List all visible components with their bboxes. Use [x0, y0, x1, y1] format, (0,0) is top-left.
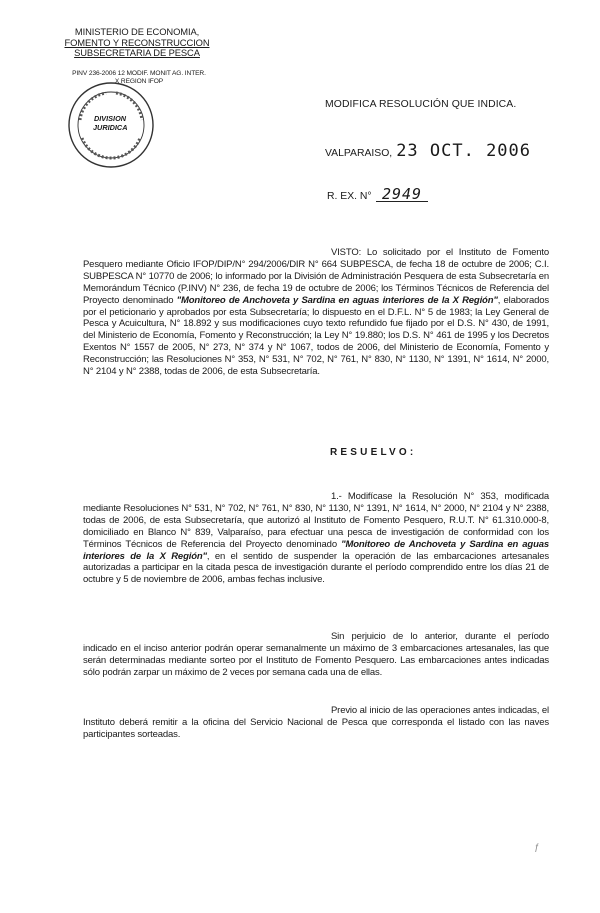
- file-reference-line1: PINV 236-2006 12 MODIF. MONIT AG. INTER.: [72, 70, 206, 77]
- initials-mark: ƒ: [534, 842, 540, 852]
- stamp-line1: DIVISION: [93, 114, 127, 123]
- project-title-2: "Monitoreo de Anchoveta y Sardina en aguas interiores de la X Región": [83, 538, 549, 562]
- resolution-value: 2949: [376, 187, 428, 202]
- article-one-text-cont: , en el sentido de suspender la operación de las embarcaciones artesanales autorizadas a participar en la citada pesca de investigación durante el período comprendido entre los días 21 de octubre y 5 de noviembre de 2006, ambas fechas inclusive.: [83, 550, 549, 586]
- place-name: VALPARAISO,: [325, 148, 393, 159]
- ministry-name-cont: FOMENTO Y RECONSTRUCCION: [64, 36, 210, 48]
- stamp-line2: JURIDICA: [93, 123, 128, 132]
- date-stamp: 23 OCT. 2006: [396, 141, 532, 161]
- file-reference-line2: X REGION IFOP: [114, 77, 164, 85]
- resolution-number: [327, 186, 428, 204]
- place-date: [325, 141, 531, 161]
- undersecretariat-name: SUBSECRETARIA DE PESCA: [74, 47, 200, 58]
- letterhead: [62, 27, 212, 59]
- visto-text: VISTO: Lo solicitado por el Instituto de Fomento Pesquero mediante Oficio IFOP/DIP/N° 294/2006/DIR N° 664 SUBPESCA, de fecha 18 de octubre de 2006; C.I. SUBPESCA N° 10770 de 2006; lo informado por la División de Administración Pesquera de esta Subsecretaría en Memorándum Técnico (P.INV) N° 236, de fecha 19 de octubre de 2006; los Términos Técnicos de Referencia del Proyecto denominado: [83, 247, 549, 306]
- paragraph-three-text: Previo al inicio de las operaciones antes indicadas, el Instituto deberá remitir a la oficina del Servicio Nacional de Pesca que corresponda el listado con las naves participantes sorteadas.: [83, 705, 549, 740]
- paragraph-two: [83, 631, 549, 679]
- resolution-label: R. EX. N°: [327, 191, 372, 202]
- article-one: [83, 491, 549, 586]
- visto-paragraph: [83, 247, 549, 378]
- project-title: "Monitoreo de Anchoveta y Sardina en aguas interiores de la X Región": [176, 294, 498, 306]
- article-one-text: 1.- Modifícase la Resolución N° 353, modificada mediante Resoluciones N° 531, N° 702, N° 761, N° 830, N° 1130, N° 1391, N° 1614, N° 2000, N° 2104 y N° 2388, todas de 2006, de esta Subsecretaría, que autorizó al Instituto de Fomento Pesquero, R.U.T. N° 61.310.000-8, domiciliado en Blanco N° 839, Valparaíso, para efectuar una pesca de investigación de conformidad con los Términos Técnicos de Referencia del Proyecto denominado: [83, 491, 549, 550]
- paragraph-two-text: Sin perjuicio de lo anterior, durante el período indicado en el inciso anterior podrán operar semanalmente un máximo de 3 embarcaciones artesanales, las que serán determinadas mediante sorteo por el Instituto de Fomento Pesquero. Las embarcaciones antes indicadas sólo podrán zarpar un máximo de 2 veces por semana cada una de ellas.: [83, 631, 549, 678]
- document-subject: MODIFICA RESOLUCIÓN QUE INDICA.: [325, 99, 517, 110]
- stamp-text: [93, 114, 127, 132]
- paragraph-three: [83, 705, 549, 741]
- resuelvo-heading: RESUELVO:: [330, 447, 417, 458]
- ministry-name: MINISTERIO DE ECONOMIA,: [74, 26, 200, 37]
- visto-text-cont: , elaborados por el peticionario y aprobados por esta Subsecretaría; lo dispuesto en el D.F.L. N° 5 de 1983; la Ley General de Pesca y Acuicultura, N° 18.892 y sus modificaciones cuyo texto refundido fue fijado por el D.S. N° 430, de 1991, del Ministerio de Economía, Fomento y Reconstrucción; la Ley N° 19.880; los D.S. N° 461 de 1995 y los Decretos Exentos N° 1557 de 2005, N° 273, N° 374 y N° 1067, todos de 2006, del Ministerio de Economía, Fomento y Reconstrucción; las Resoluciones N° 353, N° 531, N° 702, N° 761, N° 830, N° 1130, N° 1391, N° 1614, N° 2000, N° 2104 y N° 2388, todas de 2006, de esta Subsecretaría.: [83, 294, 549, 378]
